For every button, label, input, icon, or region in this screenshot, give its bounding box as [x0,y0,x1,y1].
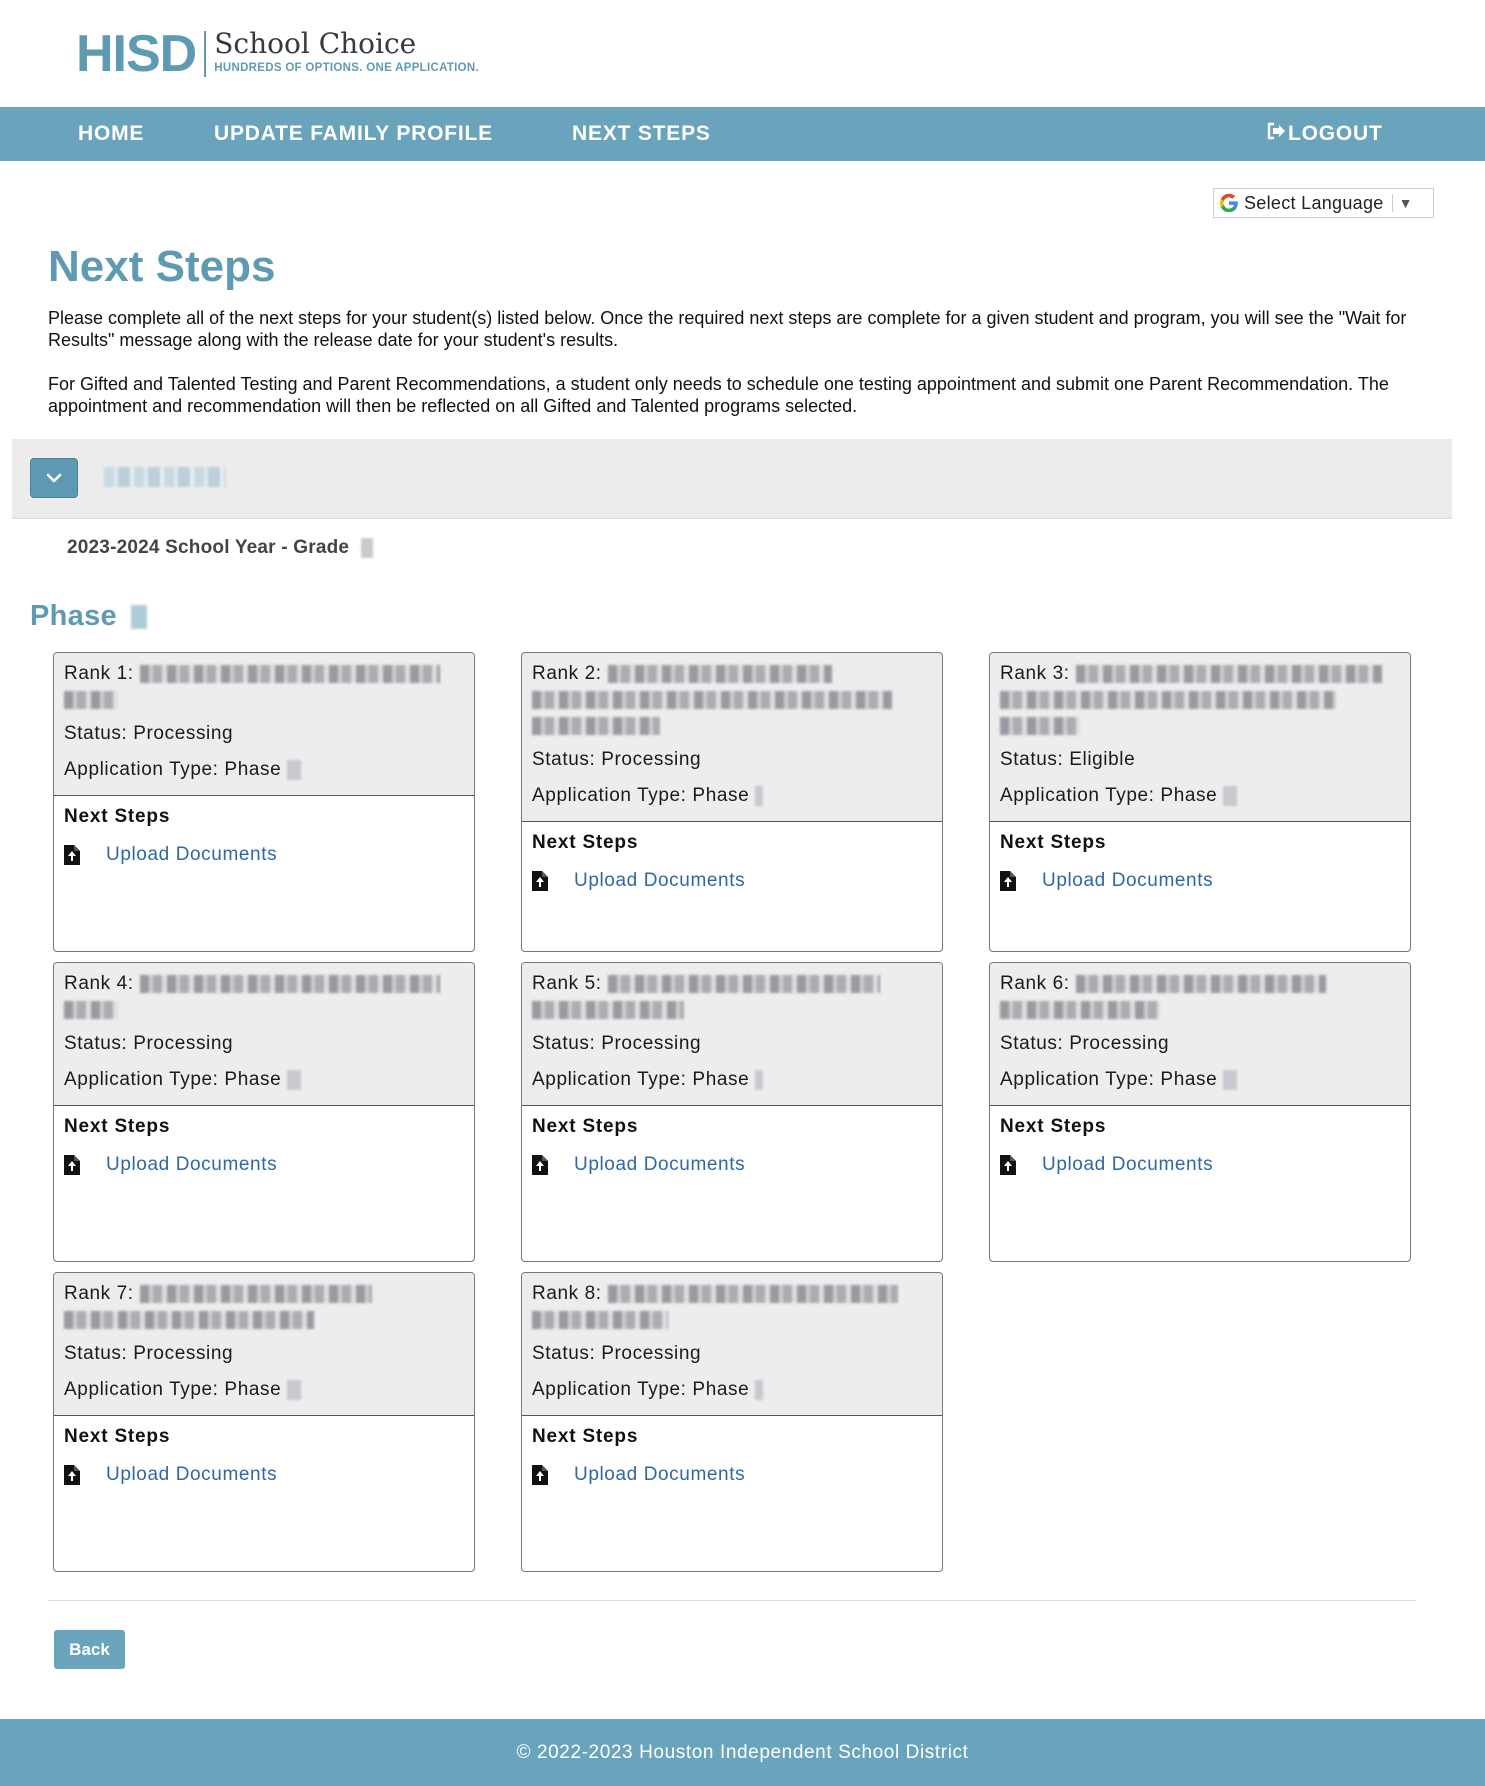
file-upload-icon [64,845,80,865]
card-application-type [64,1067,464,1093]
card-rank [532,1281,932,1333]
card-status: Status: Processing [532,749,702,770]
card-header [522,653,942,822]
language-label: Select Language [1244,192,1384,213]
upload-documents-link[interactable] [1000,870,1400,892]
program-name-redacted [608,1285,898,1303]
card-application-type [1000,783,1400,809]
card-rank [1000,971,1400,1023]
file-upload-icon [1000,1155,1016,1175]
application-type-label: Application Type: Phase [532,1379,750,1400]
application-type-label: Application Type: Phase [1000,1069,1218,1090]
rank-label: Rank 8: [532,1283,602,1304]
application-type-label: Application Type: Phase [532,1069,750,1090]
next-steps-label: Next Steps [64,806,171,827]
program-name-redacted [64,691,118,709]
program-card [521,962,943,1262]
card-next-steps [522,1106,942,1186]
logout-label: LOGOUT [1288,122,1383,145]
upload-documents-link[interactable] [64,844,464,866]
card-header [54,1273,474,1416]
next-steps-label: Next Steps [532,832,639,853]
file-upload-icon [64,1465,80,1485]
next-steps-label: Next Steps [532,1116,639,1137]
card-rank [1000,661,1400,739]
upload-documents-link[interactable] [64,1464,464,1486]
application-type-label: Application Type: Phase [64,1379,282,1400]
application-type-label: Application Type: Phase [64,1069,282,1090]
phase-number-redacted [1223,1070,1237,1090]
logo-text-group [214,28,479,74]
next-steps-label: Next Steps [1000,1116,1107,1137]
card-next-steps [990,822,1410,902]
upload-documents-label: Upload Documents [106,1464,278,1485]
program-name-redacted [1000,717,1080,735]
program-name-redacted [1000,691,1336,709]
logo-hisd-text: HISD [76,25,197,83]
next-steps-label: Next Steps [64,1116,171,1137]
rank-label: Rank 1: [64,663,134,684]
program-name-redacted [1076,975,1326,993]
program-name-redacted [608,665,832,683]
section-divider [48,1600,1416,1601]
logo-tagline: HUNDREDS OF OPTIONS. ONE APPLICATION. [214,62,480,74]
card-next-steps [522,822,942,902]
upload-documents-link[interactable] [532,870,932,892]
upload-documents-label: Upload Documents [1042,870,1214,891]
grade-redacted [361,538,373,558]
logout-icon [1266,107,1286,161]
logo-divider [204,31,206,77]
student-name-redacted [104,467,226,487]
next-steps-label: Next Steps [1000,832,1107,853]
card-status: Status: Processing [64,1033,234,1054]
chevron-down-icon [46,473,62,483]
program-card [521,1272,943,1572]
card-status: Status: Processing [1000,1033,1170,1054]
program-name-redacted [532,1001,684,1019]
rank-label: Rank 3: [1000,663,1070,684]
footer: © 2022-2023 Houston Independent School District [0,1719,1485,1786]
card-next-steps [54,796,474,876]
upload-documents-link[interactable] [1000,1154,1400,1176]
program-card [53,652,475,952]
phase-number-redacted [755,786,763,806]
google-g-icon [1218,192,1240,214]
phase-number-redacted [755,1070,763,1090]
rank-label: Rank 6: [1000,973,1070,994]
card-next-steps [522,1416,942,1496]
application-type-label: Application Type: Phase [64,759,282,780]
program-name-redacted [1000,1001,1160,1019]
card-header [54,963,474,1106]
student-accordion-header[interactable] [12,439,1452,519]
phase-heading [30,600,147,633]
rank-label: Rank 4: [64,973,134,994]
card-header [990,963,1410,1106]
program-card [521,652,943,952]
language-select[interactable] [1213,188,1434,218]
upload-documents-link[interactable] [532,1154,932,1176]
card-application-type [1000,1067,1400,1093]
application-type-label: Application Type: Phase [532,785,750,806]
phase-number-redacted [287,1070,301,1090]
card-application-type [532,783,932,809]
upload-documents-label: Upload Documents [1042,1154,1214,1175]
application-type-label: Application Type: Phase [1000,785,1218,806]
nav-home[interactable]: HOME [78,122,145,145]
card-application-type [532,1067,932,1093]
file-upload-icon [532,871,548,891]
card-rank [64,1281,464,1333]
card-next-steps [54,1106,474,1186]
upload-documents-link[interactable] [532,1464,932,1486]
card-status: Status: Processing [532,1343,702,1364]
card-application-type [64,1377,464,1403]
program-name-redacted [64,1311,314,1329]
upload-documents-label: Upload Documents [106,1154,278,1175]
rank-label: Rank 5: [532,973,602,994]
program-name-redacted [532,717,660,735]
phase-heading-text: Phase [30,600,117,632]
file-upload-icon [64,1155,80,1175]
intro-paragraph-1: Please complete all of the next steps for your student(s) listed below. Once the required next steps are complete for a given student and program, you will see the "Wait for Results" message along with the release date for your student's results. [48,308,1407,350]
program-name-redacted [140,1285,372,1303]
upload-documents-link[interactable] [64,1154,464,1176]
card-rank [532,661,932,739]
nav-logout[interactable] [1266,107,1383,161]
upload-documents-label: Upload Documents [574,1464,746,1485]
card-header [522,1273,942,1416]
card-next-steps [54,1416,474,1496]
card-rank [64,661,464,713]
card-application-type [64,757,464,783]
card-header [522,963,942,1106]
program-name-redacted [608,975,880,993]
logo-title: School Choice [214,27,417,60]
program-name-redacted [64,1001,118,1019]
nav-update-family-profile[interactable]: UPDATE FAMILY PROFILE [214,122,493,145]
card-rank [532,971,932,1023]
phase-number-redacted [287,760,301,780]
next-steps-label: Next Steps [532,1426,639,1447]
next-steps-label: Next Steps [64,1426,171,1447]
program-name-redacted [532,1311,668,1329]
card-status: Status: Eligible [1000,749,1136,770]
card-status: Status: Processing [64,723,234,744]
rank-label: Rank 7: [64,1283,134,1304]
hisd-logo[interactable] [76,25,480,83]
file-upload-icon [532,1155,548,1175]
logo-bar [0,0,1485,107]
intro-paragraph-2: For Gifted and Talented Testing and Parent Recommendations, a student only needs to schedule one testing appointment and submit one Parent Recommendation. The appointment and recommendation will then be reflected on all Gifted and Talented programs selected. [48,374,1389,416]
phase-number-redacted [131,605,147,629]
upload-documents-label: Upload Documents [106,844,278,865]
program-card [53,1272,475,1572]
accordion-toggle-button[interactable] [30,458,78,498]
card-status: Status: Processing [64,1343,234,1364]
card-header [990,653,1410,822]
phase-number-redacted [287,1380,301,1400]
program-name-redacted [140,665,440,683]
card-status: Status: Processing [532,1033,702,1054]
program-name-redacted [532,691,892,709]
phase-number-redacted [1223,786,1237,806]
file-upload-icon [1000,871,1016,891]
upload-documents-label: Upload Documents [574,1154,746,1175]
card-rank [64,971,464,1023]
file-upload-icon [532,1465,548,1485]
back-button[interactable]: Back [54,1630,125,1669]
program-name-redacted [1076,665,1382,683]
language-separator [1392,194,1393,212]
program-card [989,652,1411,952]
upload-documents-label: Upload Documents [574,870,746,891]
program-card [989,962,1411,1262]
program-card [53,962,475,1262]
nav-next-steps[interactable]: NEXT STEPS [572,122,711,145]
program-name-redacted [140,975,440,993]
card-next-steps [990,1106,1410,1186]
page-title: Next Steps [48,242,276,291]
phase-number-redacted [755,1380,763,1400]
rank-label: Rank 2: [532,663,602,684]
card-header [54,653,474,796]
dropdown-caret-icon: ▼ [1398,195,1413,211]
main-navbar [0,107,1485,161]
school-year-text: 2023-2024 School Year - Grade [67,537,350,558]
card-application-type [532,1377,932,1403]
school-year-grade [67,537,373,559]
